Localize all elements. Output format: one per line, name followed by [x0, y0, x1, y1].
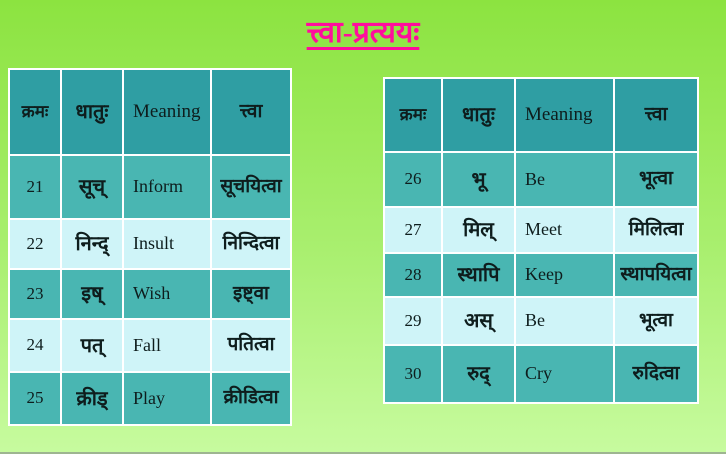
- column-header-meaning: Meaning: [516, 79, 613, 151]
- num-cell: 24: [10, 320, 60, 371]
- dhatu-cell: निन्द्: [62, 220, 122, 268]
- dhatu-cell: क्रीड्: [62, 373, 122, 424]
- tva-cell: क्रीडित्वा: [212, 373, 290, 424]
- column-header-tva: त्त्वा: [212, 70, 290, 154]
- meaning-cell: Cry: [516, 346, 613, 402]
- column-header-meaning: Meaning: [124, 70, 210, 154]
- meaning-cell: Fall: [124, 320, 210, 371]
- dhatu-cell: मिल्: [443, 208, 514, 252]
- tva-cell: भूत्वा: [615, 298, 697, 344]
- meaning-cell: Wish: [124, 270, 210, 318]
- meaning-cell: Inform: [124, 156, 210, 218]
- column-header-kram: क्रमः: [10, 70, 60, 154]
- column-header-tva: त्त्वा: [615, 79, 697, 151]
- tva-cell: निन्दित्वा: [212, 220, 290, 268]
- num-cell: 27: [385, 208, 441, 252]
- tva-cell: इष्ट्वा: [212, 270, 290, 318]
- dhatu-cell: भू: [443, 153, 514, 206]
- num-cell: 21: [10, 156, 60, 218]
- tva-cell: सूचयित्वा: [212, 156, 290, 218]
- column-header-dhatu: धातुः: [62, 70, 122, 154]
- dhatu-cell: सूच्: [62, 156, 122, 218]
- num-cell: 26: [385, 153, 441, 206]
- meaning-cell: Insult: [124, 220, 210, 268]
- num-cell: 28: [385, 254, 441, 296]
- tva-cell: मिलित्वा: [615, 208, 697, 252]
- right-table: [383, 77, 699, 404]
- left-table: [8, 68, 292, 426]
- tva-cell: रुदित्वा: [615, 346, 697, 402]
- page-title: त्त्वा-प्रत्ययः: [306, 16, 420, 49]
- dhatu-cell: अस्: [443, 298, 514, 344]
- num-cell: 23: [10, 270, 60, 318]
- dhatu-cell: स्थापि: [443, 254, 514, 296]
- tva-cell: स्थापयित्वा: [615, 254, 697, 296]
- num-cell: 29: [385, 298, 441, 344]
- dhatu-cell: पत्: [62, 320, 122, 371]
- dhatu-cell: रुद्: [443, 346, 514, 402]
- meaning-cell: Keep: [516, 254, 613, 296]
- num-cell: 22: [10, 220, 60, 268]
- num-cell: 30: [385, 346, 441, 402]
- column-header-dhatu: धातुः: [443, 79, 514, 151]
- meaning-cell: Be: [516, 298, 613, 344]
- tva-cell: भूत्वा: [615, 153, 697, 206]
- meaning-cell: Be: [516, 153, 613, 206]
- tva-cell: पतित्वा: [212, 320, 290, 371]
- column-header-kram: क्रमः: [385, 79, 441, 151]
- dhatu-cell: इष्: [62, 270, 122, 318]
- num-cell: 25: [10, 373, 60, 424]
- meaning-cell: Play: [124, 373, 210, 424]
- meaning-cell: Meet: [516, 208, 613, 252]
